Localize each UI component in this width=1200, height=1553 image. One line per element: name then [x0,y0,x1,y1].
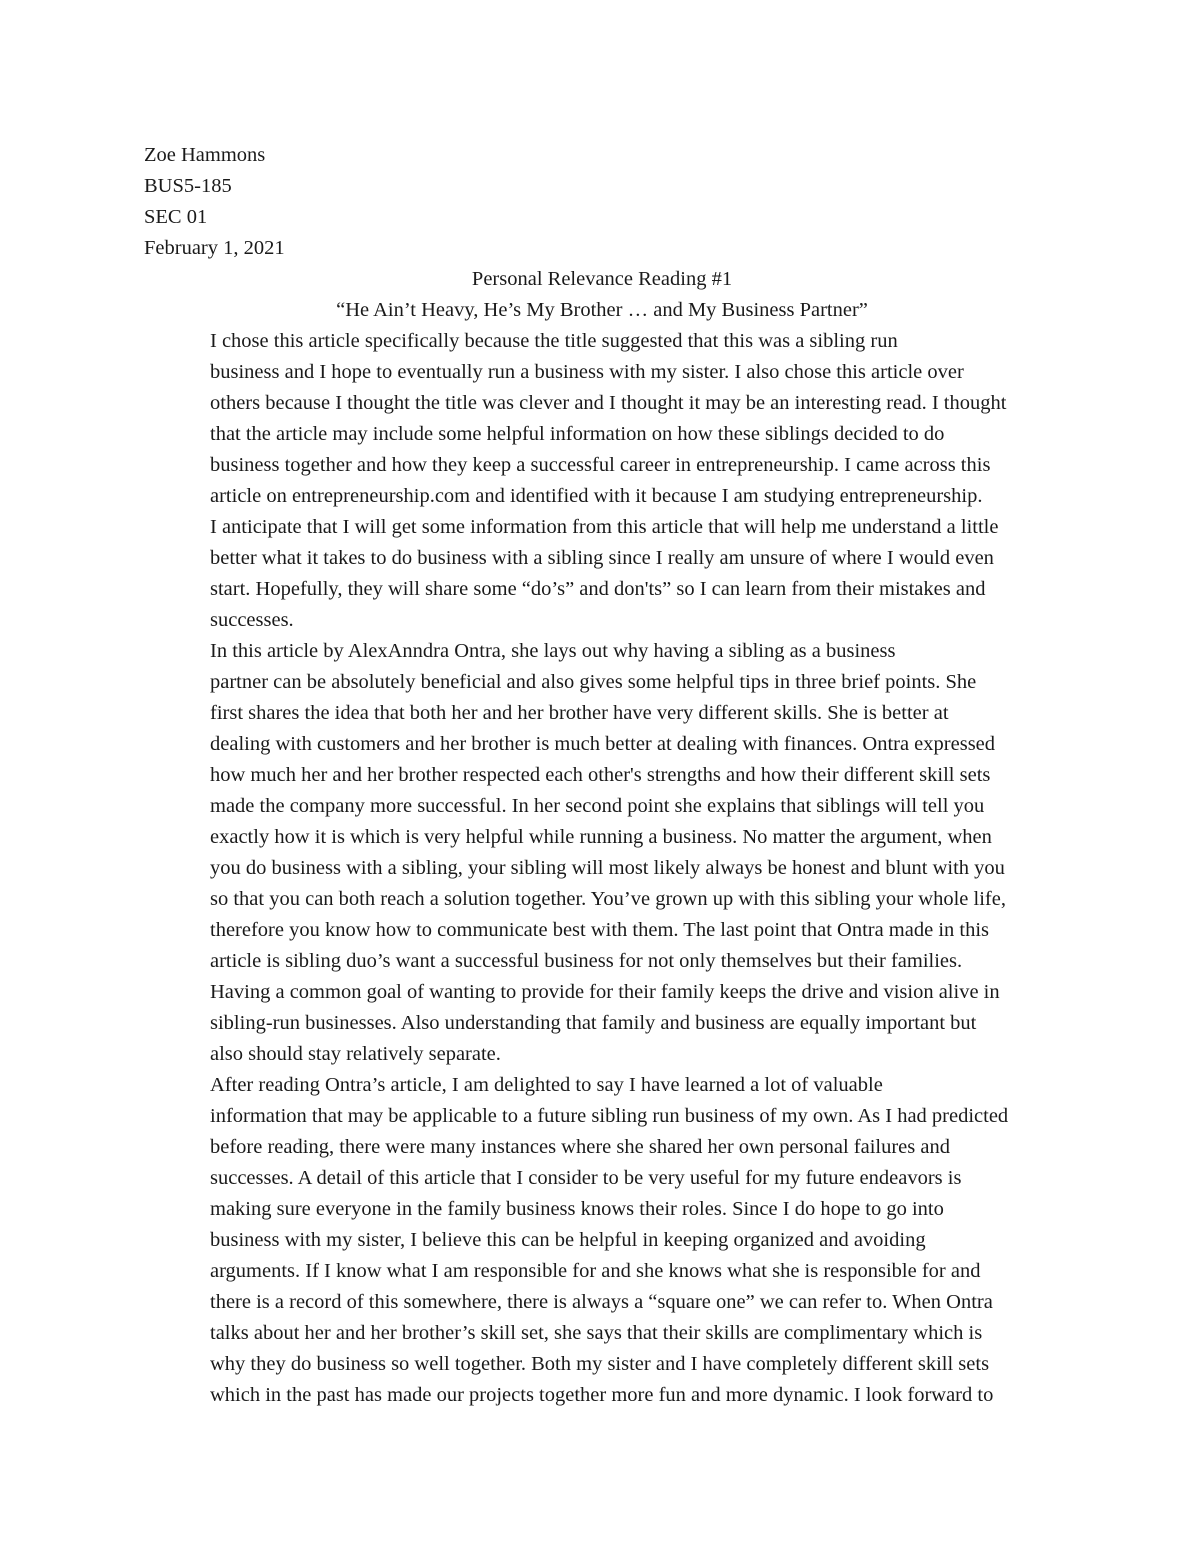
paragraph-line: you do business with a sibling, your sibling will most likely always be honest and blunt with you [210,857,1005,879]
paragraph-line: successes. A detail of this article that I consider to be very useful for my future endeavors is [210,1167,962,1189]
essay-paragraph [144,1070,1060,1411]
paragraph-line: business with my sister, I believe this can be helpful in keeping organized and avoiding [210,1229,926,1251]
paragraph-line: business and I hope to eventually run a business with my sister. I also chose this article over [210,361,964,383]
paragraph-line: In this article by AlexAnndra Ontra, she lays out why having a sibling as a business [210,640,896,662]
document-title: Personal Relevance Reading #1 [471,268,733,290]
article-title: “He Ain’t Heavy, He’s My Brother … and My Business Partner” [336,299,868,321]
essay-paragraphs [144,326,1060,1411]
paragraph-line: there is a record of this somewhere, there is always a “square one” we can refer to. When Ontra [210,1291,993,1313]
document-date: February 1, 2021 [144,237,285,259]
course-code: BUS5-185 [144,175,232,197]
paragraph-line: I anticipate that I will get some information from this article that will help me understand a little [210,516,999,538]
section-number: SEC 01 [144,206,208,228]
document-body [144,140,1060,1411]
essay-paragraph [144,636,1060,1070]
paragraph-line: therefore you know how to communicate best with them. The last point that Ontra made in this [210,919,990,941]
paragraph-line: article is sibling duo’s want a successful business for not only themselves but their families. [210,950,963,972]
paragraph-line: talks about her and her brother’s skill set, she says that their skills are complimentary which is [210,1322,983,1344]
paragraph-line: exactly how it is which is very helpful while running a business. No matter the argument, when [210,826,992,848]
essay-paragraph [144,326,1060,636]
paragraph-line: successes. [210,609,294,631]
paragraph-line: dealing with customers and her brother is much better at dealing with finances. Ontra expressed [210,733,996,755]
paragraph-line: also should stay relatively separate. [210,1043,501,1065]
paragraph-line: which in the past has made our projects together more fun and more dynamic. I look forward to [210,1384,994,1406]
paragraph-line: made the company more successful. In her second point she explains that siblings will tell you [210,795,985,817]
paragraph-line: partner can be absolutely beneficial and also gives some helpful tips in three brief points. She [210,671,977,693]
paragraph-line: that the article may include some helpful information on how these siblings decided to do [210,423,945,445]
paragraph-line: why they do business so well together. Both my sister and I have completely different skill sets [210,1353,990,1375]
paragraph-line: sibling-run businesses. Also understanding that family and business are equally important but [210,1012,977,1034]
paragraph-line: so that you can both reach a solution together. You’ve grown up with this sibling your whole life, [210,888,1006,910]
paragraph-line: how much her and her brother respected each other's strengths and how their different skill sets [210,764,991,786]
paragraph-line: information that may be applicable to a future sibling run business of my own. As I had predicted [210,1105,1009,1127]
paragraph-line: others because I thought the title was clever and I thought it may be an interesting read. I thought [210,392,1007,414]
author-name: Zoe Hammons [144,144,266,166]
paragraph-line: arguments. If I know what I am responsible for and she knows what she is responsible for and [210,1260,981,1282]
paragraph-line: better what it takes to do business with a sibling since I really am unsure of where I would even [210,547,994,569]
paragraph-line: making sure everyone in the family business knows their roles. Since I do hope to go into [210,1198,944,1220]
paragraph-line: start. Hopefully, they will share some “do’s” and don'ts” so I can learn from their mistakes and [210,578,986,600]
paragraph-line: business together and how they keep a successful career in entrepreneurship. I came across this [210,454,991,476]
paragraph-line: Having a common goal of wanting to provide for their family keeps the drive and vision alive in [210,981,1000,1003]
paragraph-line: I chose this article specifically because the title suggested that this was a sibling run [210,330,898,352]
paragraph-line: first shares the idea that both her and her brother have very different skills. She is better at [210,702,949,724]
paragraph-line: article on entrepreneurship.com and identified with it because I am studying entrepreneurship. [210,485,983,507]
paragraph-line: before reading, there were many instances where she shared her own personal failures and [210,1136,950,1158]
paragraph-line: After reading Ontra’s article, I am delighted to say I have learned a lot of valuable [210,1074,883,1096]
